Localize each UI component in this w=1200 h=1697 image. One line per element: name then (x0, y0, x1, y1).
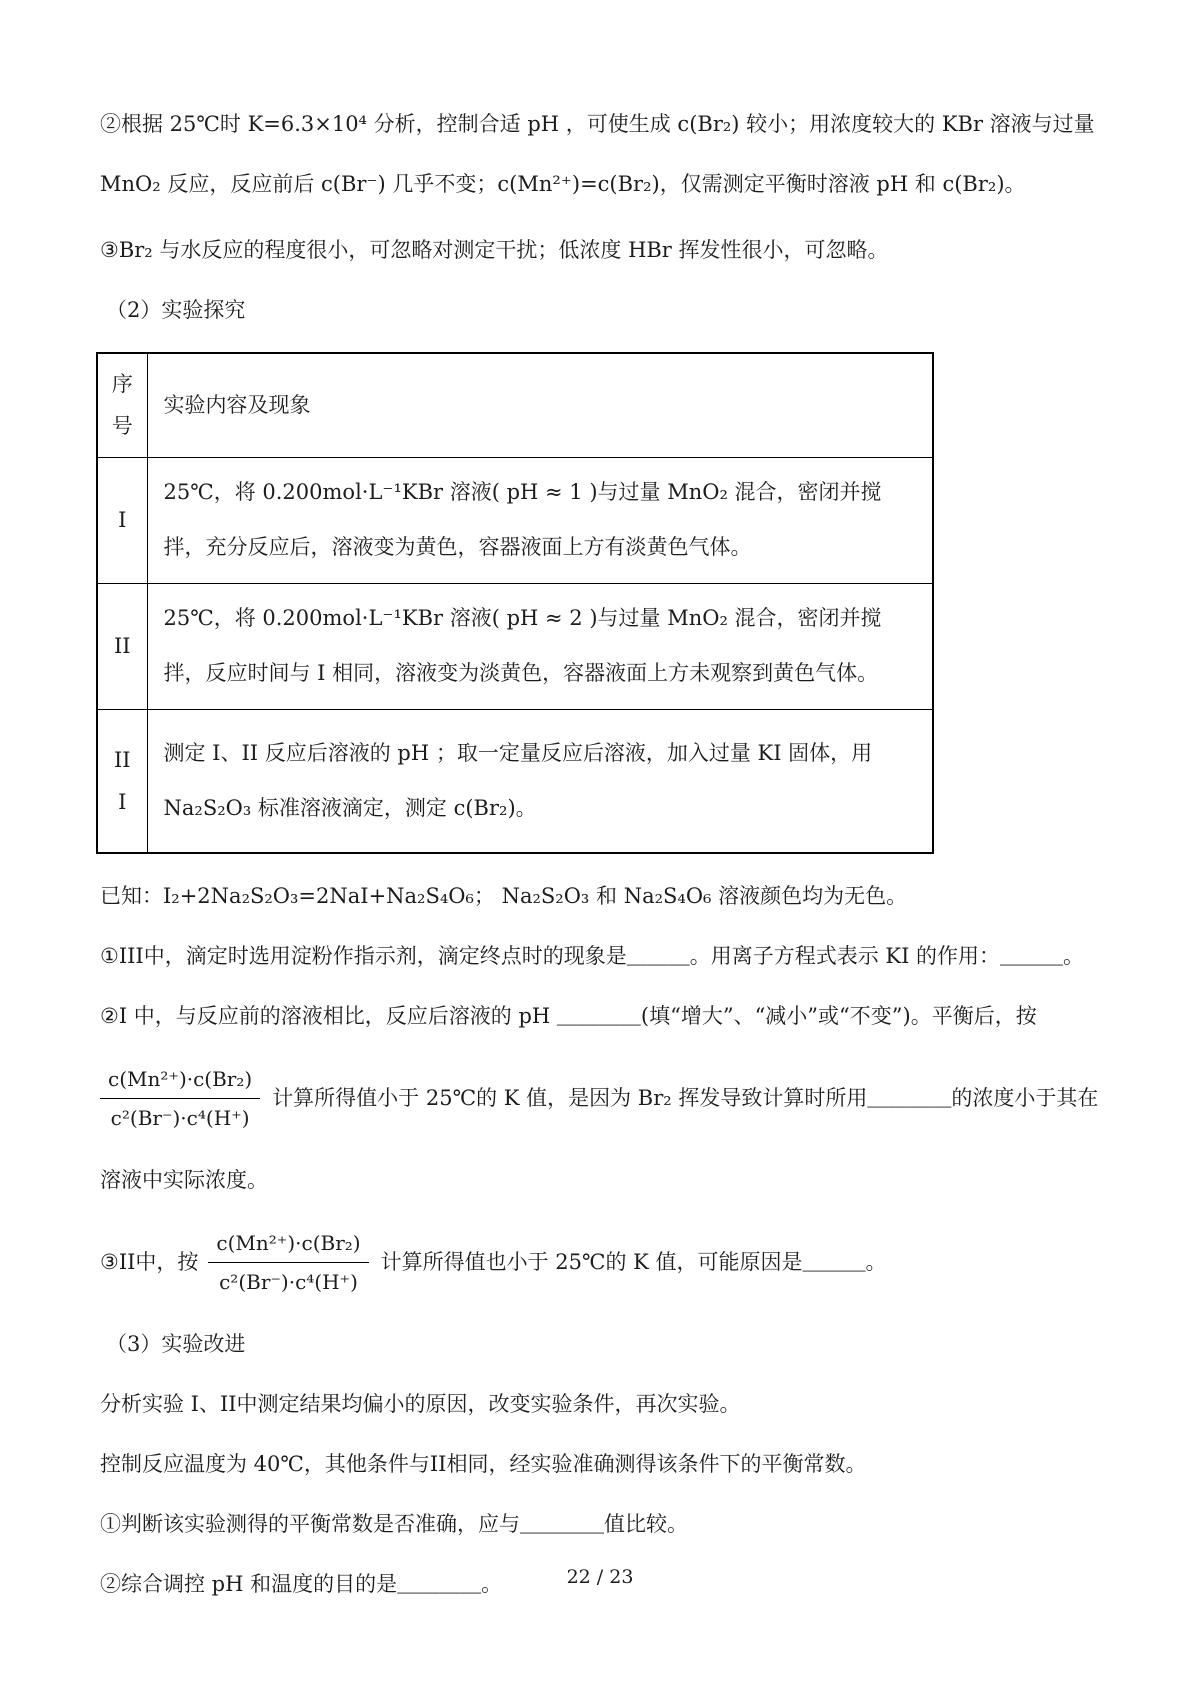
question-2-lead: ②I 中，与反应前的溶液相比，反应后溶液的 pH ＿＿＿＿(填“增大”、“减小”或“不变”)。平衡后，按 (100, 1004, 1037, 1028)
row-id: I (97, 457, 147, 583)
section-3-question-2: ②综合调控 pH 和温度的目的是＿＿＿＿。 (100, 1572, 503, 1596)
question-2-tail: 溶液中实际浓度。 (100, 1168, 268, 1192)
note-item-2: ②根据 25℃时 K=6.3×10⁴ 分析，控制合适 pH ，可使生成 c(Br₂) 较小；用浓度较大的 KBr 溶液与过量 MnO₂ 反应，反应前后 c(Br⁻) 几乎不变；c(Mn²⁺)=c(Br₂)，仅需测定平衡时溶液 pH 和 c(Br₂)。 (100, 112, 1095, 196)
table-row (97, 583, 933, 709)
row-content: 测定 I、II 反应后溶液的 pH ；取一定量反应后溶液，加入过量 KI 固体，用 Na₂S₂O₃ 标准溶液滴定，测定 c(Br₂)。 (147, 709, 933, 853)
section-3-line-2: 控制反应温度为 40℃，其他条件与II相同，经实验准确测得该条件下的平衡常数。 (100, 1452, 867, 1476)
table-row (97, 457, 933, 583)
fraction-denominator: c²(Br⁻)·c⁴(H⁺) (219, 1269, 358, 1294)
question-2-expression (100, 1050, 1130, 1146)
equilibrium-constant-fraction (100, 1064, 260, 1133)
question-2-after-fraction: 计算所得值小于 25℃的 K 值，是因为 Br₂ 挥发导致计算时所用＿＿＿＿的浓度小于其在 (272, 1086, 1099, 1110)
known-equation-line: 已知：I₂+2Na₂S₂O₃=2NaI+Na₂S₄O₆； Na₂S₂O₃ 和 Na₂S₄O₆ 溶液颜色均为无色。 (100, 884, 908, 908)
table-row (97, 709, 933, 853)
row-id: II (97, 583, 147, 709)
section-3-question-1: ①判断该实验测得的平衡常数是否准确，应与＿＿＿＿值比较。 (100, 1512, 688, 1536)
page-number: 22 / 23 (566, 1566, 634, 1588)
section-3-line-1: 分析实验 I、II中测定结果均偏小的原因，改变实验条件，再次实验。 (100, 1392, 741, 1416)
question-1: ①III中，滴定时选用淀粉作指示剂，滴定终点时的现象是＿＿＿。用离子方程式表示 KI 的作用：＿＿＿。 (100, 944, 1085, 968)
row-content: 25℃，将 0.200mol·L⁻¹KBr 溶液( pH ≈ 2 )与过量 MnO₂ 混合，密闭并搅拌，反应时间与 I 相同，溶液变为淡黄色，容器液面上方未观察到黄色气体。 (147, 583, 933, 709)
equilibrium-constant-fraction (208, 1228, 368, 1297)
fraction-numerator: c(Mn²⁺)·c(Br₂) (208, 1228, 368, 1263)
table-header-seq: 序号 (97, 353, 147, 457)
fraction-numerator: c(Mn²⁺)·c(Br₂) (100, 1064, 260, 1099)
question-3-expression (100, 1214, 1130, 1310)
row-id: III (97, 709, 147, 853)
document-page (100, 94, 1130, 1614)
note-item-3: ③Br₂ 与水反应的程度很小，可忽略对测定干扰；低浓度 HBr 挥发性很小，可忽略。 (100, 238, 889, 262)
experiment-table (96, 352, 934, 854)
question-3-lead: ③II中，按 (100, 1250, 199, 1274)
section-2-title: （2）实验探究 (106, 298, 246, 322)
table-header-row (97, 353, 933, 457)
section-3-title: （3）实验改进 (106, 1332, 246, 1356)
table-header-content: 实验内容及现象 (147, 353, 933, 457)
question-3-after-fraction: 计算所得值也小于 25℃的 K 值，可能原因是＿＿＿。 (380, 1250, 887, 1274)
row-content: 25℃，将 0.200mol·L⁻¹KBr 溶液( pH ≈ 1 )与过量 MnO₂ 混合，密闭并搅拌，充分反应后，溶液变为黄色，容器液面上方有淡黄色气体。 (147, 457, 933, 583)
fraction-denominator: c²(Br⁻)·c⁴(H⁺) (110, 1105, 250, 1130)
